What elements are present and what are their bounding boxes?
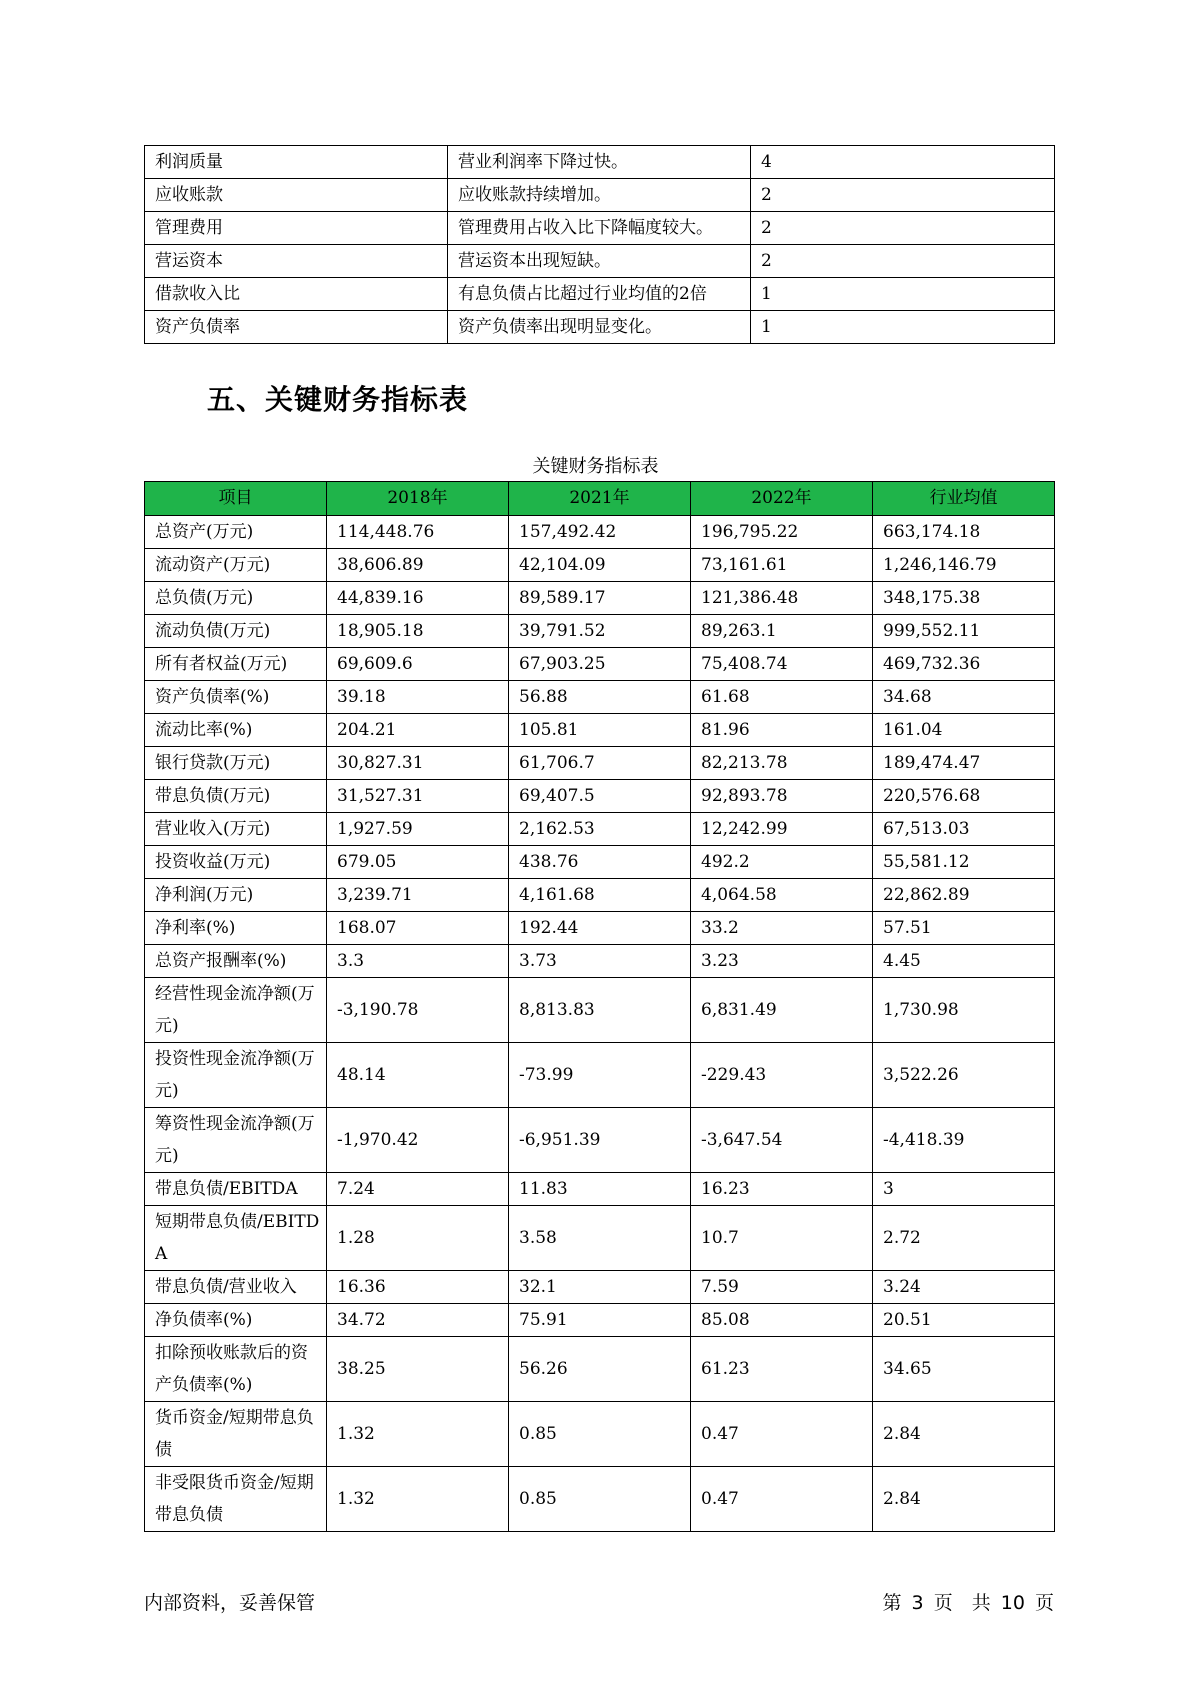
header-2021: 2021年	[509, 482, 691, 516]
indicator-label-cell: 带息负债/营业收入	[145, 1271, 327, 1304]
indicator-label-cell: 货币资金/短期带息负债	[145, 1402, 327, 1467]
industry-avg-cell: 22,862.89	[873, 879, 1055, 912]
industry-avg-cell: 34.68	[873, 681, 1055, 714]
value-2018-cell: 38,606.89	[327, 549, 509, 582]
risk-row	[145, 245, 1055, 278]
value-2022-cell: 4,064.58	[691, 879, 873, 912]
value-2021-cell: 3.58	[509, 1206, 691, 1271]
indicator-row	[145, 1337, 1055, 1402]
indicator-row	[145, 846, 1055, 879]
value-2021-cell: 56.26	[509, 1337, 691, 1402]
value-2021-cell: 105.81	[509, 714, 691, 747]
indicator-label-cell: 资产负债率(%)	[145, 681, 327, 714]
value-2022-cell: 61.68	[691, 681, 873, 714]
indicator-row	[145, 1304, 1055, 1337]
value-2018-cell: 3,239.71	[327, 879, 509, 912]
value-2022-cell: 16.23	[691, 1173, 873, 1206]
header-2022: 2022年	[691, 482, 873, 516]
industry-avg-cell: 1,246,146.79	[873, 549, 1055, 582]
industry-avg-cell: 55,581.12	[873, 846, 1055, 879]
header-industry-avg: 行业均值	[873, 482, 1055, 516]
value-2021-cell: 75.91	[509, 1304, 691, 1337]
indicator-label-cell: 经营性现金流净额(万元)	[145, 978, 327, 1043]
indicator-label-cell: 非受限货币资金/短期带息负债	[145, 1467, 327, 1532]
value-2021-cell: 69,407.5	[509, 780, 691, 813]
indicator-label-cell: 流动资产(万元)	[145, 549, 327, 582]
indicator-row	[145, 714, 1055, 747]
risk-desc-cell: 资产负债率出现明显变化。	[448, 311, 751, 344]
indicator-row	[145, 945, 1055, 978]
value-2021-cell: 3.73	[509, 945, 691, 978]
value-2021-cell: 67,903.25	[509, 648, 691, 681]
indicator-label-cell: 投资收益(万元)	[145, 846, 327, 879]
value-2022-cell: 89,263.1	[691, 615, 873, 648]
risk-desc-cell: 营业利润率下降过快。	[448, 146, 751, 179]
value-2022-cell: -3,647.54	[691, 1108, 873, 1173]
industry-avg-cell: 161.04	[873, 714, 1055, 747]
value-2018-cell: 1.28	[327, 1206, 509, 1271]
value-2018-cell: 7.24	[327, 1173, 509, 1206]
risk-row	[145, 179, 1055, 212]
risk-desc-cell: 应收账款持续增加。	[448, 179, 751, 212]
value-2022-cell: 3.23	[691, 945, 873, 978]
risk-desc-cell: 营运资本出现短缺。	[448, 245, 751, 278]
table-caption: 关键财务指标表	[532, 456, 659, 477]
indicator-row	[145, 1467, 1055, 1532]
value-2018-cell: 38.25	[327, 1337, 509, 1402]
indicator-row	[145, 978, 1055, 1043]
industry-avg-cell: 2.84	[873, 1467, 1055, 1532]
value-2022-cell: 492.2	[691, 846, 873, 879]
indicator-label-cell: 总资产(万元)	[145, 516, 327, 549]
industry-avg-cell: 3	[873, 1173, 1055, 1206]
indicator-label-cell: 带息负债(万元)	[145, 780, 327, 813]
value-2018-cell: -3,190.78	[327, 978, 509, 1043]
value-2021-cell: -6,951.39	[509, 1108, 691, 1173]
industry-avg-cell: 57.51	[873, 912, 1055, 945]
risk-item-cell: 利润质量	[145, 146, 448, 179]
risk-desc-cell: 有息负债占比超过行业均值的2倍	[448, 278, 751, 311]
value-2021-cell: 11.83	[509, 1173, 691, 1206]
indicator-row	[145, 582, 1055, 615]
industry-avg-cell: 34.65	[873, 1337, 1055, 1402]
indicator-label-cell: 投资性现金流净额(万元)	[145, 1043, 327, 1108]
indicator-label-cell: 净利润(万元)	[145, 879, 327, 912]
indicator-row	[145, 879, 1055, 912]
value-2018-cell: 44,839.16	[327, 582, 509, 615]
value-2022-cell: 73,161.61	[691, 549, 873, 582]
risk-score-cell: 1	[751, 278, 1055, 311]
value-2022-cell: -229.43	[691, 1043, 873, 1108]
value-2018-cell: 18,905.18	[327, 615, 509, 648]
value-2021-cell: 89,589.17	[509, 582, 691, 615]
value-2018-cell: 1,927.59	[327, 813, 509, 846]
industry-avg-cell: 220,576.68	[873, 780, 1055, 813]
risk-row	[145, 212, 1055, 245]
industry-avg-cell: 189,474.47	[873, 747, 1055, 780]
risk-table-body	[145, 146, 1055, 344]
indicator-label-cell: 总资产报酬率(%)	[145, 945, 327, 978]
indicator-label-cell: 总负债(万元)	[145, 582, 327, 615]
indicator-label-cell: 流动比率(%)	[145, 714, 327, 747]
industry-avg-cell: 3.24	[873, 1271, 1055, 1304]
value-2018-cell: 114,448.76	[327, 516, 509, 549]
risk-table	[144, 145, 1055, 344]
footer-confidential: 内部资料，妥善保管	[144, 1592, 316, 1614]
industry-avg-cell: 2.72	[873, 1206, 1055, 1271]
value-2018-cell: 204.21	[327, 714, 509, 747]
indicator-row	[145, 1108, 1055, 1173]
value-2022-cell: 6,831.49	[691, 978, 873, 1043]
page-suffix: 页	[1034, 1592, 1054, 1614]
indicator-label-cell: 营业收入(万元)	[145, 813, 327, 846]
industry-avg-cell: 1,730.98	[873, 978, 1055, 1043]
indicator-row	[145, 747, 1055, 780]
value-2022-cell: 7.59	[691, 1271, 873, 1304]
risk-score-cell: 2	[751, 245, 1055, 278]
industry-avg-cell: 469,732.36	[873, 648, 1055, 681]
section-title: 五、关键财务指标表	[207, 383, 469, 416]
value-2022-cell: 12,242.99	[691, 813, 873, 846]
risk-row	[145, 278, 1055, 311]
risk-score-cell: 2	[751, 212, 1055, 245]
indicator-label-cell: 扣除预收账款后的资产负债率(%)	[145, 1337, 327, 1402]
value-2022-cell: 0.47	[691, 1467, 873, 1532]
value-2018-cell: 48.14	[327, 1043, 509, 1108]
indicator-row	[145, 1271, 1055, 1304]
industry-avg-cell: -4,418.39	[873, 1108, 1055, 1173]
industry-avg-cell: 999,552.11	[873, 615, 1055, 648]
indicator-row	[145, 1043, 1055, 1108]
value-2018-cell: 30,827.31	[327, 747, 509, 780]
value-2021-cell: 157,492.42	[509, 516, 691, 549]
value-2018-cell: 1.32	[327, 1467, 509, 1532]
indicator-table-body	[145, 516, 1055, 1532]
industry-avg-cell: 4.45	[873, 945, 1055, 978]
value-2018-cell: 1.32	[327, 1402, 509, 1467]
indicator-row	[145, 1173, 1055, 1206]
industry-avg-cell: 3,522.26	[873, 1043, 1055, 1108]
risk-item-cell: 资产负债率	[145, 311, 448, 344]
indicator-label-cell: 筹资性现金流净额(万元)	[145, 1108, 327, 1173]
indicator-label-cell: 净负债率(%)	[145, 1304, 327, 1337]
header-item: 项目	[145, 482, 327, 516]
value-2022-cell: 196,795.22	[691, 516, 873, 549]
indicator-header-row	[145, 482, 1055, 516]
value-2018-cell: 679.05	[327, 846, 509, 879]
value-2021-cell: 42,104.09	[509, 549, 691, 582]
value-2018-cell: 34.72	[327, 1304, 509, 1337]
value-2022-cell: 10.7	[691, 1206, 873, 1271]
indicator-row	[145, 681, 1055, 714]
indicator-label-cell: 所有者权益(万元)	[145, 648, 327, 681]
page-current: 3	[911, 1592, 924, 1614]
value-2021-cell: 39,791.52	[509, 615, 691, 648]
risk-item-cell: 营运资本	[145, 245, 448, 278]
industry-avg-cell: 67,513.03	[873, 813, 1055, 846]
industry-avg-cell: 663,174.18	[873, 516, 1055, 549]
indicator-table	[144, 481, 1055, 1532]
indicator-label-cell: 带息负债/EBITDA	[145, 1173, 327, 1206]
value-2021-cell: 438.76	[509, 846, 691, 879]
value-2018-cell: -1,970.42	[327, 1108, 509, 1173]
risk-score-cell: 1	[751, 311, 1055, 344]
industry-avg-cell: 2.84	[873, 1402, 1055, 1467]
indicator-row	[145, 1402, 1055, 1467]
indicator-row	[145, 516, 1055, 549]
value-2018-cell: 3.3	[327, 945, 509, 978]
indicator-row	[145, 1206, 1055, 1271]
footer-page-number	[878, 1588, 1054, 1615]
industry-avg-cell: 348,175.38	[873, 582, 1055, 615]
value-2022-cell: 85.08	[691, 1304, 873, 1337]
value-2021-cell: 32.1	[509, 1271, 691, 1304]
indicator-row	[145, 813, 1055, 846]
value-2018-cell: 39.18	[327, 681, 509, 714]
value-2022-cell: 121,386.48	[691, 582, 873, 615]
value-2021-cell: 8,813.83	[509, 978, 691, 1043]
indicator-row	[145, 780, 1055, 813]
indicator-label-cell: 净利率(%)	[145, 912, 327, 945]
value-2022-cell: 92,893.78	[691, 780, 873, 813]
indicator-label-cell: 银行贷款(万元)	[145, 747, 327, 780]
risk-score-cell: 2	[751, 179, 1055, 212]
header-2018: 2018年	[327, 482, 509, 516]
indicator-label-cell: 短期带息负债/EBITDA	[145, 1206, 327, 1271]
value-2021-cell: 4,161.68	[509, 879, 691, 912]
risk-desc-cell: 管理费用占收入比下降幅度较大。	[448, 212, 751, 245]
risk-item-cell: 借款收入比	[145, 278, 448, 311]
indicator-row	[145, 549, 1055, 582]
value-2021-cell: 192.44	[509, 912, 691, 945]
value-2021-cell: 0.85	[509, 1402, 691, 1467]
value-2022-cell: 81.96	[691, 714, 873, 747]
value-2021-cell: 0.85	[509, 1467, 691, 1532]
value-2021-cell: 61,706.7	[509, 747, 691, 780]
risk-row	[145, 311, 1055, 344]
value-2022-cell: 75,408.74	[691, 648, 873, 681]
indicator-row	[145, 648, 1055, 681]
value-2022-cell: 0.47	[691, 1402, 873, 1467]
indicator-row	[145, 615, 1055, 648]
risk-item-cell: 管理费用	[145, 212, 448, 245]
risk-row	[145, 146, 1055, 179]
page-mid: 页 共	[933, 1592, 991, 1614]
value-2018-cell: 31,527.31	[327, 780, 509, 813]
value-2022-cell: 82,213.78	[691, 747, 873, 780]
value-2021-cell: 56.88	[509, 681, 691, 714]
value-2021-cell: 2,162.53	[509, 813, 691, 846]
value-2018-cell: 69,609.6	[327, 648, 509, 681]
page-total: 10	[1000, 1592, 1025, 1614]
page-prefix: 第	[882, 1592, 902, 1614]
indicator-label-cell: 流动负债(万元)	[145, 615, 327, 648]
indicator-row	[145, 912, 1055, 945]
industry-avg-cell: 20.51	[873, 1304, 1055, 1337]
value-2018-cell: 168.07	[327, 912, 509, 945]
value-2022-cell: 61.23	[691, 1337, 873, 1402]
value-2018-cell: 16.36	[327, 1271, 509, 1304]
risk-item-cell: 应收账款	[145, 179, 448, 212]
risk-score-cell: 4	[751, 146, 1055, 179]
value-2022-cell: 33.2	[691, 912, 873, 945]
value-2021-cell: -73.99	[509, 1043, 691, 1108]
